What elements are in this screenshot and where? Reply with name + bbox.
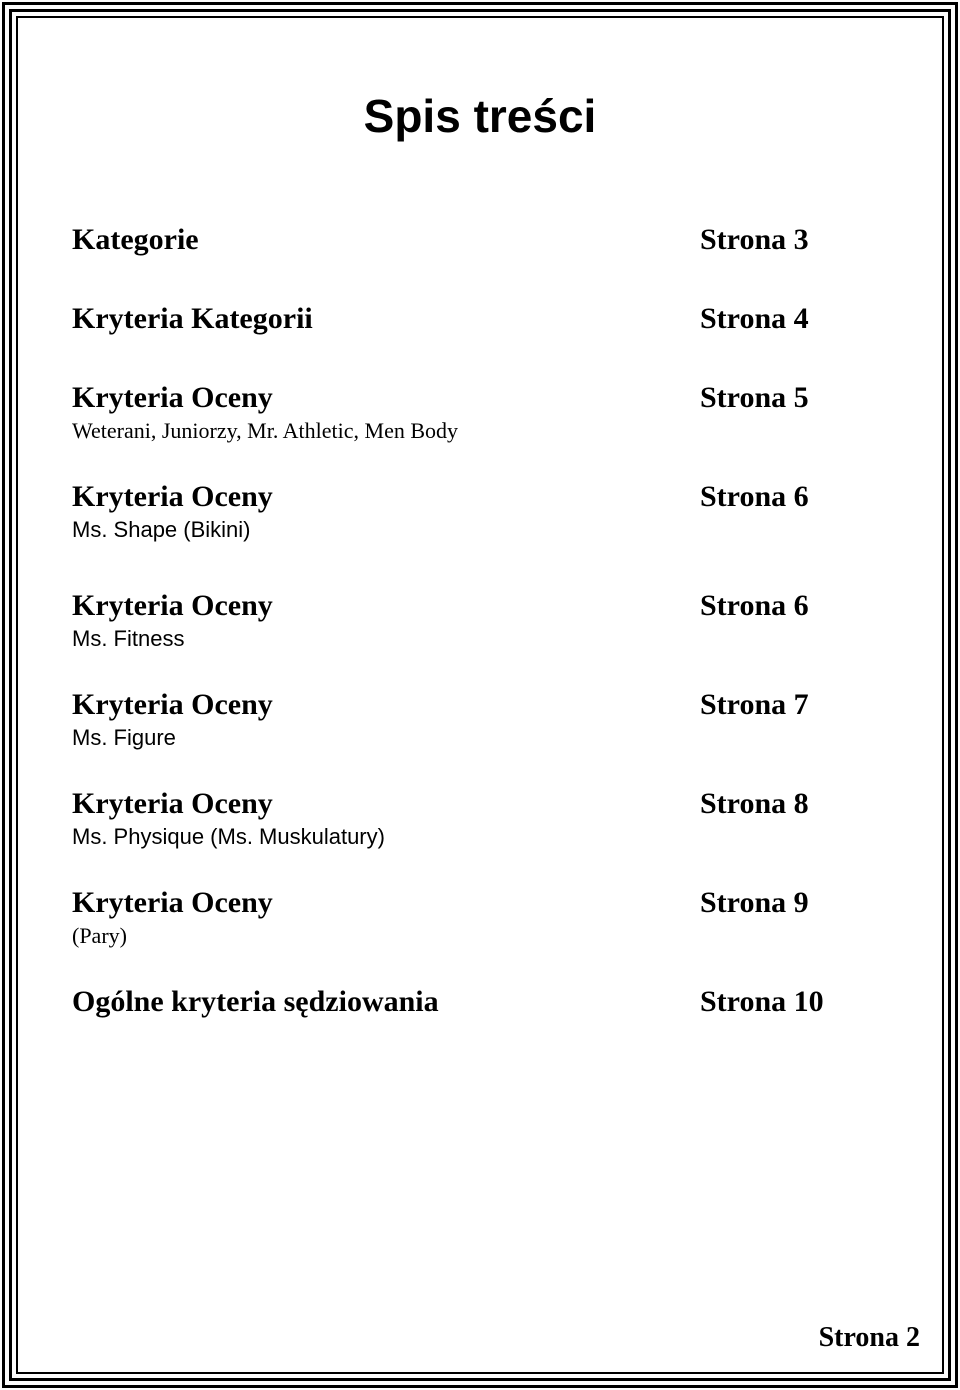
toc-entry-kryteria-oceny-pary xyxy=(72,883,872,949)
toc-entry-page: Strona 3 xyxy=(700,223,809,256)
toc-entry-subtitle: Weterani, Juniorzy, Mr. Athletic, Men Body xyxy=(72,418,459,443)
toc-entry-subtitle: Ms. Shape (Bikini) xyxy=(72,517,251,542)
toc-entry-page: Strona 8 xyxy=(700,787,809,820)
toc-entry-subtitle: Ms. Fitness xyxy=(72,626,185,651)
toc-entry-page: Strona 5 xyxy=(700,381,809,414)
toc-entry-subtitle: Ms. Physique (Ms. Muskulatury) xyxy=(72,824,385,849)
toc-entry-subtitle: (Pary) xyxy=(72,923,127,948)
toc-entry-page: Strona 10 xyxy=(700,985,824,1018)
toc-entry-page: Strona 9 xyxy=(700,886,809,919)
toc-entry-title: Kryteria Oceny xyxy=(72,480,273,513)
toc-entry-kryteria-oceny-weterani xyxy=(72,378,872,444)
toc-entry-ogolne-kryteria xyxy=(72,982,872,1022)
page-number: Strona 2 xyxy=(818,1322,920,1353)
toc-entry-kryteria-kategorii xyxy=(72,299,872,339)
toc-entry-title: Kryteria Oceny xyxy=(72,688,273,721)
toc-entry-kryteria-oceny-figure xyxy=(72,685,872,751)
toc-entry-title: Kryteria Kategorii xyxy=(72,302,313,335)
toc-entry-page: Strona 6 xyxy=(700,480,809,513)
toc-entry-title: Kryteria Oceny xyxy=(72,787,273,820)
toc-entry-page: Strona 4 xyxy=(700,302,809,335)
toc-entry-subtitle: Ms. Figure xyxy=(72,725,176,750)
toc-entry-title: Kryteria Oceny xyxy=(72,886,273,919)
toc-entry-kategorie xyxy=(72,220,872,260)
toc-entry-kryteria-oceny-physique xyxy=(72,784,872,850)
toc-entry-kryteria-oceny-bikini xyxy=(72,477,872,543)
page-title: Spis treści xyxy=(363,90,597,142)
toc-entry-title: Kryteria Oceny xyxy=(72,381,273,414)
toc-entry-page: Strona 6 xyxy=(700,589,809,622)
toc-entry-title: Kryteria Oceny xyxy=(72,589,273,622)
toc-entry-kryteria-oceny-fitness xyxy=(72,586,872,652)
toc-entry-title: Kategorie xyxy=(72,223,199,256)
toc-entry-title: Ogólne kryteria sędziowania xyxy=(72,985,439,1018)
toc-entry-page: Strona 7 xyxy=(700,688,809,721)
